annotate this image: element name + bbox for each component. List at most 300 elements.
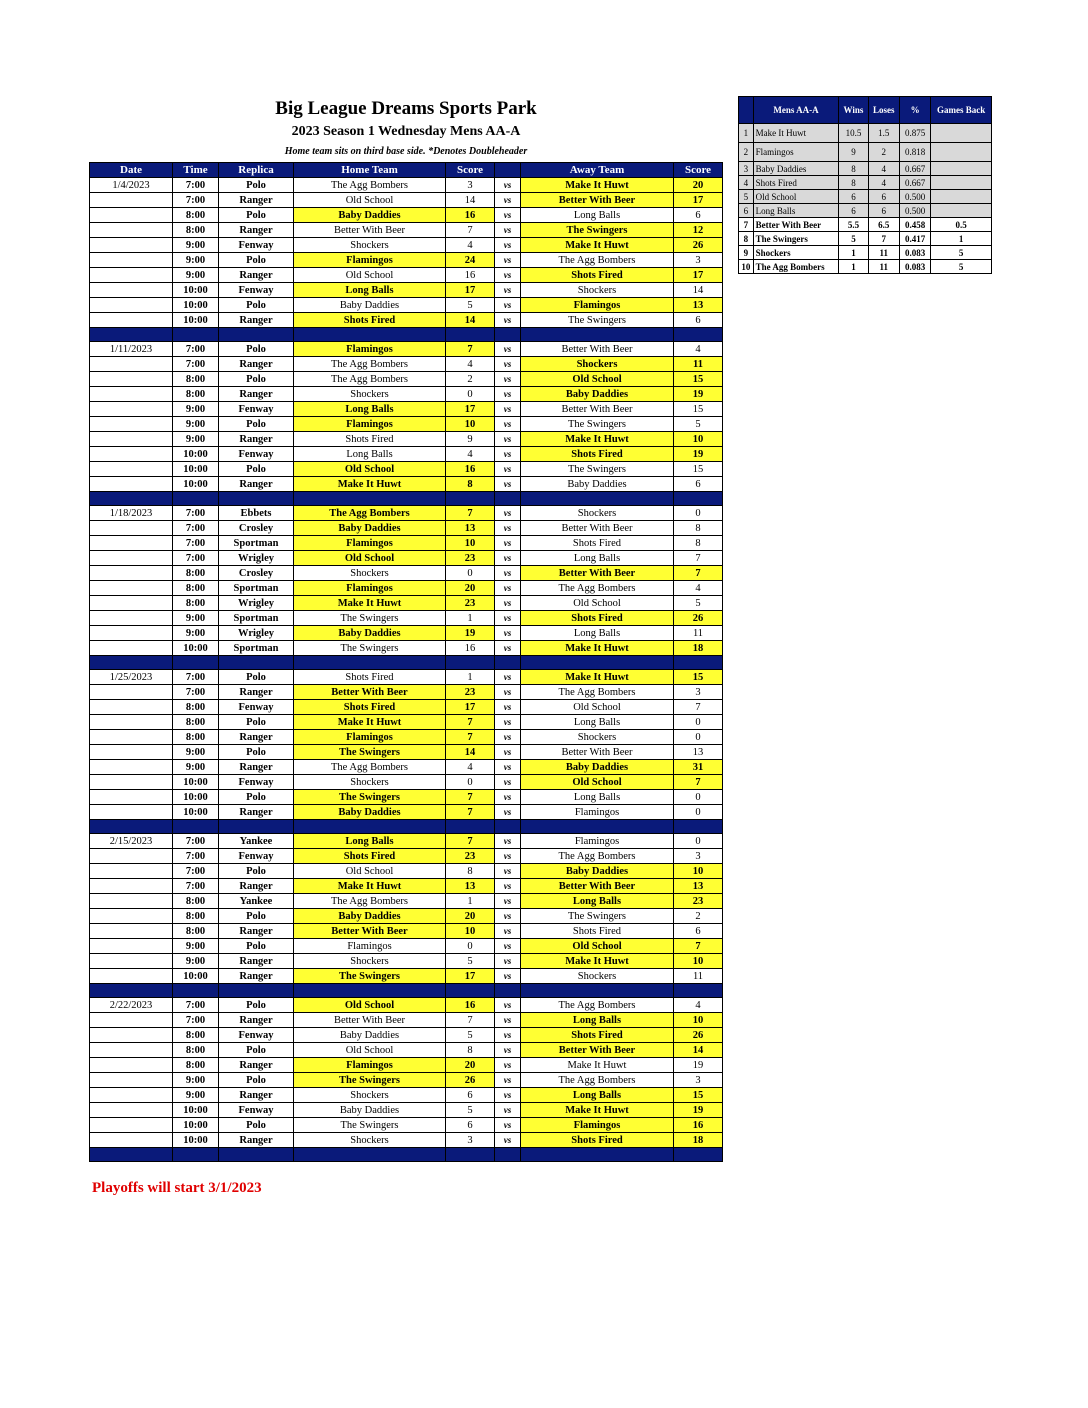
standing-loses: 6 bbox=[868, 190, 899, 204]
game-row bbox=[90, 238, 723, 253]
vs-label: vs bbox=[495, 372, 521, 387]
home-score: 14 bbox=[446, 745, 495, 760]
game-date bbox=[90, 283, 173, 298]
away-score: 5 bbox=[674, 596, 723, 611]
game-row bbox=[90, 730, 723, 745]
game-date bbox=[90, 760, 173, 775]
vs-label: vs bbox=[495, 894, 521, 909]
game-date bbox=[90, 253, 173, 268]
game-field: Ranger bbox=[219, 432, 294, 447]
vs-label: vs bbox=[495, 626, 521, 641]
away-team: The Swingers bbox=[521, 462, 674, 477]
home-score: 7 bbox=[446, 715, 495, 730]
game-date bbox=[90, 1133, 173, 1148]
separator-cell bbox=[219, 328, 294, 342]
game-field: Polo bbox=[219, 670, 294, 685]
home-team: Shockers bbox=[294, 387, 446, 402]
home-team: Flamingos bbox=[294, 342, 446, 357]
home-score: 1 bbox=[446, 670, 495, 685]
game-time: 7:00 bbox=[173, 551, 219, 566]
game-time: 9:00 bbox=[173, 253, 219, 268]
game-time: 10:00 bbox=[173, 775, 219, 790]
game-time: 7:00 bbox=[173, 864, 219, 879]
standing-games-back: 1 bbox=[931, 232, 992, 246]
away-score: 0 bbox=[674, 715, 723, 730]
standing-games-back bbox=[931, 190, 992, 204]
standing-games-back bbox=[931, 162, 992, 176]
vs-label: vs bbox=[495, 909, 521, 924]
home-score: 16 bbox=[446, 462, 495, 477]
game-row bbox=[90, 939, 723, 954]
vs-label: vs bbox=[495, 417, 521, 432]
away-team: The Agg Bombers bbox=[521, 253, 674, 268]
home-score: 26 bbox=[446, 1073, 495, 1088]
away-score: 2 bbox=[674, 909, 723, 924]
away-score: 17 bbox=[674, 193, 723, 208]
home-score: 0 bbox=[446, 387, 495, 402]
game-field: Fenway bbox=[219, 775, 294, 790]
standing-team: Old School bbox=[753, 190, 839, 204]
game-time: 9:00 bbox=[173, 1088, 219, 1103]
game-row bbox=[90, 596, 723, 611]
vs-label: vs bbox=[495, 998, 521, 1013]
game-time: 9:00 bbox=[173, 626, 219, 641]
game-row bbox=[90, 909, 723, 924]
game-time: 10:00 bbox=[173, 1103, 219, 1118]
home-team: The Swingers bbox=[294, 1118, 446, 1133]
vs-label: vs bbox=[495, 178, 521, 193]
standing-team: The Agg Bombers bbox=[753, 260, 839, 274]
home-team: The Agg Bombers bbox=[294, 372, 446, 387]
standing-pct: 0.458 bbox=[899, 218, 930, 232]
vs-label: vs bbox=[495, 477, 521, 492]
home-score: 14 bbox=[446, 313, 495, 328]
game-time: 9:00 bbox=[173, 954, 219, 969]
away-team: Old School bbox=[521, 372, 674, 387]
away-score: 15 bbox=[674, 462, 723, 477]
standing-rank: 8 bbox=[739, 232, 754, 246]
separator-cell bbox=[173, 1148, 219, 1162]
game-date bbox=[90, 536, 173, 551]
game-time: 8:00 bbox=[173, 1058, 219, 1073]
vs-header bbox=[495, 163, 521, 178]
game-date bbox=[90, 700, 173, 715]
home-score: 9 bbox=[446, 432, 495, 447]
game-row bbox=[90, 969, 723, 984]
game-date bbox=[90, 685, 173, 700]
game-date: 1/11/2023 bbox=[90, 342, 173, 357]
game-row bbox=[90, 402, 723, 417]
vs-label: vs bbox=[495, 596, 521, 611]
away-score: 31 bbox=[674, 760, 723, 775]
game-row bbox=[90, 685, 723, 700]
home-team: Better With Beer bbox=[294, 1013, 446, 1028]
home-score: 24 bbox=[446, 253, 495, 268]
home-team: The Swingers bbox=[294, 641, 446, 656]
standing-pct: 0.500 bbox=[899, 204, 930, 218]
standing-rank: 1 bbox=[739, 124, 754, 143]
game-time: 9:00 bbox=[173, 745, 219, 760]
game-row bbox=[90, 551, 723, 566]
standing-team: Shots Fired bbox=[753, 176, 839, 190]
standings-body bbox=[739, 124, 992, 274]
home-score: 7 bbox=[446, 506, 495, 521]
game-field: Polo bbox=[219, 864, 294, 879]
game-row bbox=[90, 1118, 723, 1133]
game-field: Polo bbox=[219, 253, 294, 268]
home-score: 23 bbox=[446, 551, 495, 566]
vs-label: vs bbox=[495, 939, 521, 954]
home-team: Better With Beer bbox=[294, 223, 446, 238]
home-score: 19 bbox=[446, 626, 495, 641]
game-row bbox=[90, 432, 723, 447]
away-score: 3 bbox=[674, 1073, 723, 1088]
separator-cell bbox=[90, 984, 173, 998]
home-team: Flamingos bbox=[294, 939, 446, 954]
away-score: 7 bbox=[674, 700, 723, 715]
game-field: Polo bbox=[219, 1073, 294, 1088]
away-score: 26 bbox=[674, 611, 723, 626]
vs-label: vs bbox=[495, 1013, 521, 1028]
game-time: 9:00 bbox=[173, 402, 219, 417]
standings-row bbox=[739, 232, 992, 246]
game-time: 9:00 bbox=[173, 611, 219, 626]
separator-cell bbox=[495, 820, 521, 834]
game-field: Ranger bbox=[219, 730, 294, 745]
home-team: Shots Fired bbox=[294, 849, 446, 864]
game-date bbox=[90, 1058, 173, 1073]
standing-loses: 4 bbox=[868, 176, 899, 190]
vs-label: vs bbox=[495, 805, 521, 820]
home-team: Shockers bbox=[294, 566, 446, 581]
away-score: 15 bbox=[674, 372, 723, 387]
away-score: 3 bbox=[674, 253, 723, 268]
game-field: Polo bbox=[219, 372, 294, 387]
home-team: Baby Daddies bbox=[294, 805, 446, 820]
away-team: Better With Beer bbox=[521, 745, 674, 760]
separator-cell bbox=[446, 492, 495, 506]
home-team: The Swingers bbox=[294, 790, 446, 805]
home-score: 5 bbox=[446, 954, 495, 969]
home-team: The Agg Bombers bbox=[294, 506, 446, 521]
game-field: Polo bbox=[219, 715, 294, 730]
standing-pct: 0.875 bbox=[899, 124, 930, 143]
home-score: 5 bbox=[446, 1103, 495, 1118]
standings-header-row bbox=[739, 97, 992, 124]
game-row bbox=[90, 626, 723, 641]
away-team: The Swingers bbox=[521, 313, 674, 328]
vs-label: vs bbox=[495, 715, 521, 730]
game-field: Polo bbox=[219, 909, 294, 924]
game-time: 7:00 bbox=[173, 849, 219, 864]
home-score: 17 bbox=[446, 402, 495, 417]
away-score: 19 bbox=[674, 387, 723, 402]
separator-cell bbox=[521, 328, 674, 342]
standing-team: Baby Daddies bbox=[753, 162, 839, 176]
away-team: Long Balls bbox=[521, 626, 674, 641]
standing-rank: 9 bbox=[739, 246, 754, 260]
separator-cell bbox=[495, 1148, 521, 1162]
game-date: 1/4/2023 bbox=[90, 178, 173, 193]
vs-label: vs bbox=[495, 670, 521, 685]
game-date bbox=[90, 387, 173, 402]
standing-games-back bbox=[931, 176, 992, 190]
home-team: Old School bbox=[294, 193, 446, 208]
away-team: Long Balls bbox=[521, 894, 674, 909]
home-team: The Agg Bombers bbox=[294, 178, 446, 193]
home-team: Flamingos bbox=[294, 581, 446, 596]
game-time: 10:00 bbox=[173, 969, 219, 984]
game-row bbox=[90, 894, 723, 909]
away-score: 19 bbox=[674, 447, 723, 462]
game-row bbox=[90, 1013, 723, 1028]
standing-pct: 0.500 bbox=[899, 190, 930, 204]
away-score: 26 bbox=[674, 1028, 723, 1043]
game-time: 7:00 bbox=[173, 998, 219, 1013]
away-team: Old School bbox=[521, 775, 674, 790]
game-time: 10:00 bbox=[173, 313, 219, 328]
away-score: 7 bbox=[674, 551, 723, 566]
away-team: The Swingers bbox=[521, 417, 674, 432]
home-team: Shots Fired bbox=[294, 432, 446, 447]
game-date bbox=[90, 1103, 173, 1118]
away-team: The Swingers bbox=[521, 909, 674, 924]
home-team: The Swingers bbox=[294, 611, 446, 626]
standings-table bbox=[738, 96, 992, 274]
home-score: 0 bbox=[446, 939, 495, 954]
game-time: 10:00 bbox=[173, 477, 219, 492]
game-time: 8:00 bbox=[173, 894, 219, 909]
vs-label: vs bbox=[495, 730, 521, 745]
vs-label: vs bbox=[495, 700, 521, 715]
away-score: 15 bbox=[674, 670, 723, 685]
game-row bbox=[90, 193, 723, 208]
game-date bbox=[90, 298, 173, 313]
home-team: Shockers bbox=[294, 238, 446, 253]
standing-pct: 0.417 bbox=[899, 232, 930, 246]
vs-label: vs bbox=[495, 745, 521, 760]
game-date bbox=[90, 551, 173, 566]
home-score: 13 bbox=[446, 521, 495, 536]
standings-row bbox=[739, 176, 992, 190]
game-field: Ranger bbox=[219, 954, 294, 969]
away-team: Better With Beer bbox=[521, 879, 674, 894]
vs-label: vs bbox=[495, 223, 521, 238]
game-date bbox=[90, 1073, 173, 1088]
home-team: Make It Huwt bbox=[294, 596, 446, 611]
playoffs-note: Playoffs will start 3/1/2023 bbox=[92, 1180, 262, 1196]
game-time: 10:00 bbox=[173, 283, 219, 298]
away-team: Shockers bbox=[521, 283, 674, 298]
game-row bbox=[90, 700, 723, 715]
away-score: 26 bbox=[674, 238, 723, 253]
home-team: Baby Daddies bbox=[294, 298, 446, 313]
game-date bbox=[90, 477, 173, 492]
game-time: 9:00 bbox=[173, 268, 219, 283]
game-field: Ranger bbox=[219, 1058, 294, 1073]
game-field: Wrigley bbox=[219, 551, 294, 566]
separator-cell bbox=[674, 656, 723, 670]
away-team: Shots Fired bbox=[521, 268, 674, 283]
game-date bbox=[90, 357, 173, 372]
home-score: 20 bbox=[446, 1058, 495, 1073]
game-row bbox=[90, 670, 723, 685]
game-row bbox=[90, 641, 723, 656]
away-score: 15 bbox=[674, 1088, 723, 1103]
game-time: 8:00 bbox=[173, 387, 219, 402]
replica-header: Replica bbox=[219, 163, 294, 178]
away-score: 5 bbox=[674, 417, 723, 432]
standing-rank: 2 bbox=[739, 143, 754, 162]
game-date bbox=[90, 402, 173, 417]
home-team: Flamingos bbox=[294, 730, 446, 745]
home-team: Shockers bbox=[294, 1088, 446, 1103]
vs-label: vs bbox=[495, 1028, 521, 1043]
away-team: Make It Huwt bbox=[521, 670, 674, 685]
home-team: The Agg Bombers bbox=[294, 760, 446, 775]
game-date bbox=[90, 1118, 173, 1133]
game-field: Ranger bbox=[219, 268, 294, 283]
game-field: Polo bbox=[219, 790, 294, 805]
game-row bbox=[90, 387, 723, 402]
home-team: Shockers bbox=[294, 954, 446, 969]
away-team: Make It Huwt bbox=[521, 954, 674, 969]
away-score: 13 bbox=[674, 298, 723, 313]
standing-wins: 9 bbox=[839, 143, 868, 162]
vs-label: vs bbox=[495, 879, 521, 894]
game-date bbox=[90, 775, 173, 790]
standing-loses: 11 bbox=[868, 246, 899, 260]
away-team: Make It Huwt bbox=[521, 178, 674, 193]
standing-team: Better With Beer bbox=[753, 218, 839, 232]
home-team: The Swingers bbox=[294, 1073, 446, 1088]
game-field: Wrigley bbox=[219, 626, 294, 641]
game-field: Yankee bbox=[219, 834, 294, 849]
home-score: 16 bbox=[446, 998, 495, 1013]
vs-label: vs bbox=[495, 521, 521, 536]
date-header: Date bbox=[90, 163, 173, 178]
away-team: Long Balls bbox=[521, 1088, 674, 1103]
game-row bbox=[90, 223, 723, 238]
away-score: 0 bbox=[674, 506, 723, 521]
away-score: 10 bbox=[674, 954, 723, 969]
game-field: Ranger bbox=[219, 313, 294, 328]
vs-label: vs bbox=[495, 298, 521, 313]
standings-row bbox=[739, 246, 992, 260]
vs-label: vs bbox=[495, 1118, 521, 1133]
away-team: Flamingos bbox=[521, 298, 674, 313]
game-time: 8:00 bbox=[173, 730, 219, 745]
game-time: 8:00 bbox=[173, 223, 219, 238]
separator-cell bbox=[495, 656, 521, 670]
standing-loses: 11 bbox=[868, 260, 899, 274]
schedule-header-row bbox=[90, 163, 723, 178]
away-team: Long Balls bbox=[521, 551, 674, 566]
game-field: Polo bbox=[219, 208, 294, 223]
vs-label: vs bbox=[495, 954, 521, 969]
standing-loses: 6.5 bbox=[868, 218, 899, 232]
game-time: 9:00 bbox=[173, 939, 219, 954]
away-score: 15 bbox=[674, 402, 723, 417]
home-team: Baby Daddies bbox=[294, 1028, 446, 1043]
game-row bbox=[90, 506, 723, 521]
game-date bbox=[90, 417, 173, 432]
separator-cell bbox=[219, 656, 294, 670]
vs-label: vs bbox=[495, 536, 521, 551]
home-team: Long Balls bbox=[294, 283, 446, 298]
game-field: Ranger bbox=[219, 477, 294, 492]
game-row bbox=[90, 790, 723, 805]
game-time: 7:00 bbox=[173, 670, 219, 685]
separator-cell bbox=[90, 1148, 173, 1162]
week-separator bbox=[90, 820, 723, 834]
away-score: 0 bbox=[674, 790, 723, 805]
game-field: Sportman bbox=[219, 641, 294, 656]
separator-cell bbox=[219, 820, 294, 834]
game-row bbox=[90, 283, 723, 298]
standing-wins: 5 bbox=[839, 232, 868, 246]
home-score-header: Score bbox=[446, 163, 495, 178]
game-time: 8:00 bbox=[173, 924, 219, 939]
home-team: Make It Huwt bbox=[294, 715, 446, 730]
separator-cell bbox=[521, 1148, 674, 1162]
standing-games-back: 5 bbox=[931, 260, 992, 274]
away-score: 4 bbox=[674, 342, 723, 357]
game-date bbox=[90, 566, 173, 581]
game-field: Ranger bbox=[219, 805, 294, 820]
home-team: Better With Beer bbox=[294, 685, 446, 700]
game-date bbox=[90, 924, 173, 939]
away-team: Make It Huwt bbox=[521, 432, 674, 447]
game-date bbox=[90, 581, 173, 596]
away-team: The Swingers bbox=[521, 223, 674, 238]
game-field: Ranger bbox=[219, 1088, 294, 1103]
game-time: 10:00 bbox=[173, 790, 219, 805]
game-date bbox=[90, 521, 173, 536]
rank-header bbox=[739, 97, 754, 124]
away-team: Better With Beer bbox=[521, 521, 674, 536]
separator-cell bbox=[173, 492, 219, 506]
home-score: 8 bbox=[446, 477, 495, 492]
home-score: 23 bbox=[446, 596, 495, 611]
standing-team: Long Balls bbox=[753, 204, 839, 218]
week-separator bbox=[90, 328, 723, 342]
vs-label: vs bbox=[495, 462, 521, 477]
game-row bbox=[90, 849, 723, 864]
vs-label: vs bbox=[495, 342, 521, 357]
game-date bbox=[90, 447, 173, 462]
home-team: Make It Huwt bbox=[294, 477, 446, 492]
standing-loses: 7 bbox=[868, 232, 899, 246]
separator-cell bbox=[674, 1148, 723, 1162]
game-row bbox=[90, 864, 723, 879]
game-date: 2/15/2023 bbox=[90, 834, 173, 849]
separator-cell bbox=[294, 984, 446, 998]
standing-wins: 8 bbox=[839, 162, 868, 176]
game-date bbox=[90, 1013, 173, 1028]
week-separator bbox=[90, 656, 723, 670]
away-score: 3 bbox=[674, 849, 723, 864]
game-date bbox=[90, 641, 173, 656]
game-time: 10:00 bbox=[173, 641, 219, 656]
game-date bbox=[90, 268, 173, 283]
game-time: 7:00 bbox=[173, 521, 219, 536]
game-time: 8:00 bbox=[173, 208, 219, 223]
game-date bbox=[90, 596, 173, 611]
game-time: 7:00 bbox=[173, 342, 219, 357]
game-date bbox=[90, 1043, 173, 1058]
game-date bbox=[90, 1088, 173, 1103]
